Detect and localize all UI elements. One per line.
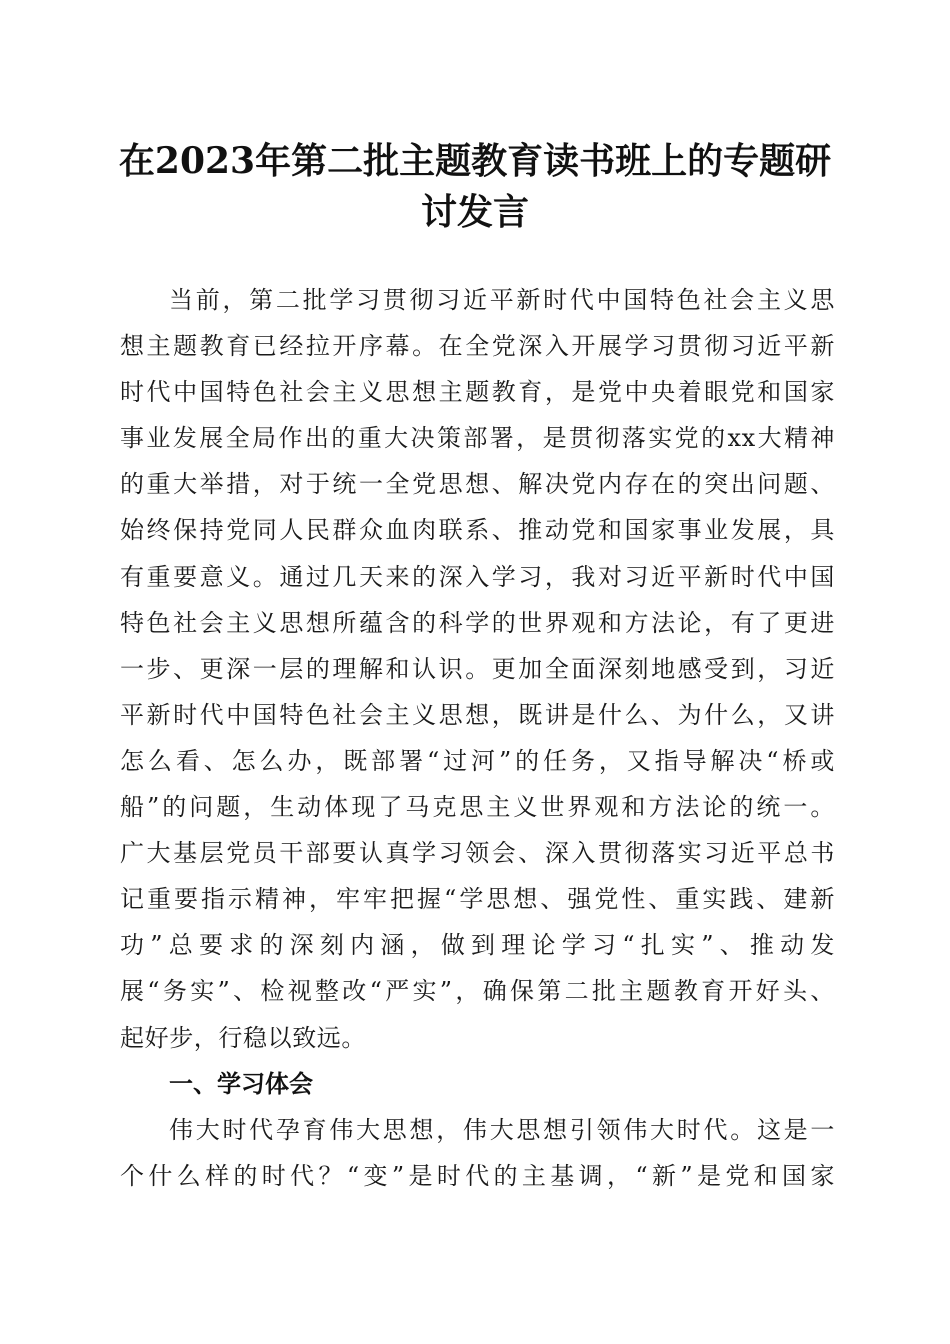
paragraph-line: 当前，第二批学习贯彻习近平新时代中国特色社会主义思 bbox=[169, 286, 835, 314]
paragraph-line: 广大基层党员干部要认真学习领会、深入贯彻落实习近平总书 bbox=[120, 839, 835, 868]
paragraph-line: 时代中国特色社会主义思想主题教育，是党中央着眼党和国家 bbox=[120, 378, 835, 407]
paragraph-section1 bbox=[120, 1107, 835, 1199]
paragraph-line: 功”总要求的深刻内涵，做到理论学习“扎实”、推动发 bbox=[120, 931, 835, 960]
title-line-2: 讨发言 bbox=[420, 191, 529, 233]
document-title bbox=[100, 136, 850, 238]
paragraph-line: 一步、更深一层的理解和认识。更加全面深刻地感受到，习近 bbox=[120, 654, 835, 683]
paragraph-line: 怎么看、怎么办，既部署“过河”的任务，又指导解决“桥或 bbox=[120, 746, 835, 775]
paragraph-intro bbox=[120, 277, 835, 1061]
section-heading: 一、学习体会 bbox=[169, 1069, 313, 1098]
paragraph-line: 起好步，行稳以致远。 bbox=[120, 1023, 366, 1052]
paragraph-line: 的重大举措，对于统一全党思想、解决党内存在的突出问题、 bbox=[120, 470, 835, 499]
paragraph-line: 船”的问题，生动体现了马克思主义世界观和方法论的统一。 bbox=[120, 793, 835, 822]
document-body bbox=[120, 277, 835, 1199]
paragraph-line: 展“务实”、检视整改“严实”，确保第二批主题教育开好头、 bbox=[120, 977, 835, 1006]
paragraph-line: 记重要指示精神，牢牢把握“学思想、强党性、重实践、建新 bbox=[120, 885, 835, 914]
title-line-1: 在2023年第二批主题教育读书班上的专题研 bbox=[118, 140, 832, 182]
paragraph-line: 个什么样的时代？“变”是时代的主基调，“新”是党和国家 bbox=[120, 1161, 835, 1190]
paragraph-line: 始终保持党同人民群众血肉联系、推动党和国家事业发展，具 bbox=[120, 516, 835, 545]
paragraph-line: 事业发展全局作出的重大决策部署，是贯彻落实党的xx大精神 bbox=[120, 424, 835, 453]
paragraph-line: 伟大时代孕育伟大思想，伟大思想引领伟大时代。这是一 bbox=[169, 1115, 835, 1144]
paragraph-line: 平新时代中国特色社会主义思想，既讲是什么、为什么，又讲 bbox=[120, 700, 835, 729]
paragraph-line: 特色社会主义思想所蕴含的科学的世界观和方法论，有了更进 bbox=[120, 608, 835, 637]
paragraph-line: 有重要意义。通过几天来的深入学习，我对习近平新时代中国 bbox=[120, 562, 835, 591]
paragraph-line: 想主题教育已经拉开序幕。在全党深入开展学习贯彻习近平新 bbox=[120, 332, 835, 361]
